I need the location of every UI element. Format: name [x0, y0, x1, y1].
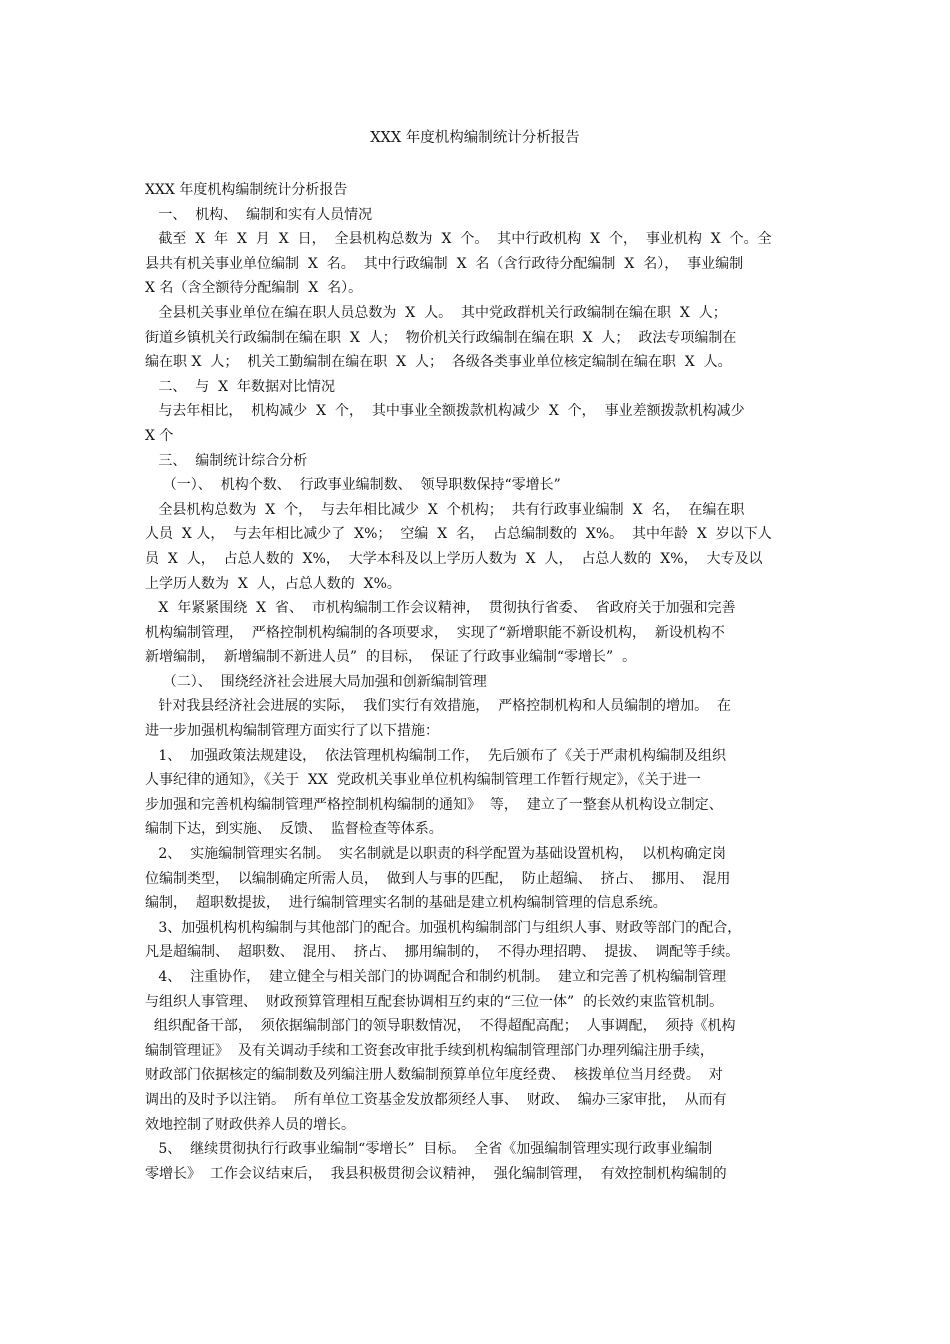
text-line: 1、 加强政策法规建设， 依法管理机构编制工作， 先后颁布了《关于严肃机构编制及组织 [145, 747, 726, 764]
text-line: （一）、 机构个数、 行政事业编制数、 领导职数保持“零增长” [145, 477, 561, 494]
text-line: 与组织人事管理、 财政预算管理相互配套协调相互约束的“三位一体” 的长效约束监管机制。 [145, 993, 724, 1010]
text-line: 效地控制了财政供养人员的增长。 [145, 1116, 355, 1133]
text-line: 员 X 人， 占总人数的 X%， 大学本科及以上学历人数为 X 人， 占总人数的 X%， 大专及以 [145, 550, 763, 567]
text-line: 全县机构总数为 X 个， 与去年相比减少 X 个机构； 共有行政事业编制 X 名， 在编在职 [145, 501, 745, 518]
text-line: 与去年相比， 机构减少 X 个， 其中事业全额拨款机构减少 X 个， 事业差额拨款机构减少 [145, 403, 745, 420]
text-line: 位编制类型， 以编制确定所需人员， 做到人与事的匹配， 防止超编、 挤占、 挪用、 混用 [145, 870, 731, 887]
text-line: 机构编制管理， 严格控制机构编制的各项要求， 实现了“新增职能不新设机构， 新设机构不 [145, 624, 725, 641]
text-line: 3、加强机构机构编制与其他部门的配合。加强机构编制部门与组织人事、财政等部门的配合， [145, 919, 742, 936]
text-line: 编制， 超职数提拔， 进行编制管理实名制的基础是建立机构编制管理的信息系统。 [145, 895, 667, 912]
text-line: 人事纪律的通知》，《关于 XX 党政机关事业单位机构编制管理工作暂行规定》，《关于进一 [145, 772, 701, 789]
text-line: 编制管理证》 及有关调动手续和工资套改审批手续到机构编制管理部门办理列编注册手续， [145, 1042, 714, 1059]
text-line: 全县机关事业单位在编在职人员总数为 X 人。 其中党政群机关行政编制在编在职 X 人； [145, 304, 727, 321]
text-line: 一、 机构、 编制和实有人员情况 [145, 206, 373, 223]
text-line: 县共有机关事业单位编制 X 名。 其中行政编制 X 名（含行政待分配编制 X 名）， 事业编制 [145, 255, 744, 272]
text-line: 人员 X 人， 与去年相比减少了 X%； 空编 X 名， 占总编制数的 X%。 其中年龄 X 岁以下人 [145, 526, 772, 543]
text-line: XXX 年度机构编制统计分析报告 [145, 182, 348, 198]
text-line: 4、 注重协作， 建立健全与相关部门的协调配合和制约机制。 建立和完善了机构编制管理 [145, 969, 726, 985]
text-line: X 名（含全额待分配编制 X 名）。 [145, 280, 363, 297]
text-line: 财政部门依据核定的编制数及列编注册人数编制预算单位年度经费、 核拨单位当月经费。 对 [145, 1067, 723, 1084]
text-line: X 年紧紧围绕 X 省、 市机构编制工作会议精神， 贯彻执行省委、 省政府关于加强和完善 [145, 600, 736, 617]
text-line: 编制下达，到实施、 反馈、 监督检查等体系。 [145, 821, 443, 838]
text-line: 新增编制， 新增编制不新进人员” 的目标， 保证了行政事业编制“零增长” 。 [145, 649, 637, 666]
text-line: 街道乡镇机关行政编制在编在职 X 人； 物价机关行政编制在编在职 X 人； 政法专项编制在 [145, 329, 737, 346]
text-line: 二、 与 X 年数据对比情况 [145, 378, 336, 395]
text-line: 针对我县经济社会进展的实际， 我们实行有效措施， 严格控制机构和人员编制的增加。 在 [145, 698, 732, 715]
text-line: 编在职 X 人； 机关工勤编制在编在职 X 人； 各级各类事业单位核定编制在编在职 X 人。 [145, 354, 732, 371]
text-line: 截至 X 年 X 月 X 日， 全县机构总数为 X 个。 其中行政机构 X 个， 事业机构 X 个。全 [145, 231, 772, 248]
text-line: 步加强和完善机构编制管理严格控制机构编制的通知》 等， 建立了一整套从机构设立制定、 [145, 796, 723, 813]
text-line: 上学历人数为 X 人，占总人数的 X%。 [145, 575, 401, 592]
text-line: X 个 [145, 427, 174, 444]
text-line: 组织配备干部， 须依据编制部门的领导职数情况， 不得超配高配； 人事调配， 须持《机构 [145, 1018, 736, 1035]
text-line: 进一步加强机构编制管理方面实行了以下措施： [145, 723, 439, 740]
text-line: 凡是超编制、 超职数、 混用、 挤占、 挪用编制的， 不得办理招聘、 提拔、 调配等手续。 [145, 944, 740, 961]
document-title: XXX 年度机构编制统计分析报告 [370, 130, 580, 146]
document-body [145, 178, 825, 1186]
text-line: 零增长》 工作会议结束后， 我县积极贯彻会议精神， 强化编制管理， 有效控制机构编制的 [145, 1165, 727, 1182]
text-line: 5、 继续贯彻执行行政事业编制“零增长” 目标。 全省《加强编制管理实现行政事业编制 [145, 1141, 713, 1158]
text-line: （二）、 围绕经济社会进展大局加强和创新编制管理 [145, 673, 487, 690]
text-line: 2、 实施编制管理实名制。 实名制就是以职责的科学配置为基础设置机构， 以机构确定岗 [145, 846, 726, 863]
text-line: 调出的及时予以注销。 所有单位工资基金发放都须经人事、 财政、 编办三家审批， 从而有 [145, 1091, 727, 1108]
text-line: 三、 编制统计综合分析 [145, 452, 308, 469]
